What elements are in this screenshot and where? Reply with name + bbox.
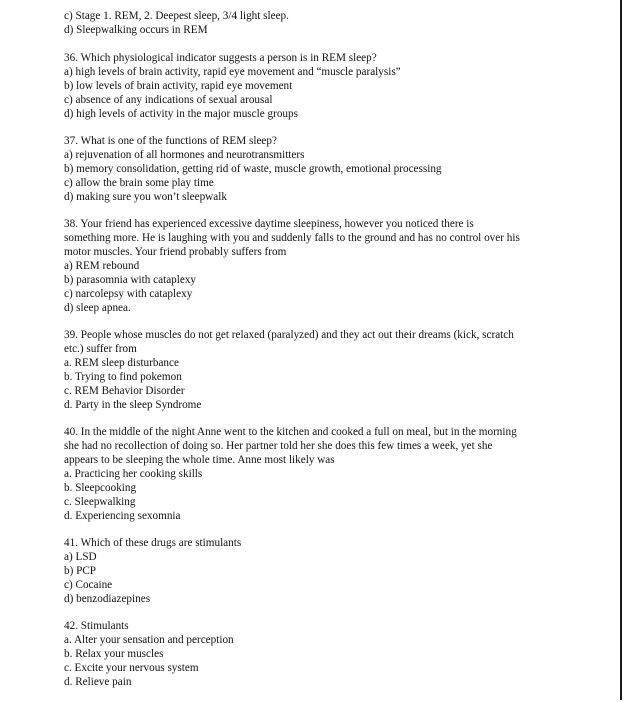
page-edge-rule [620, 0, 622, 700]
option-b: b) low levels of brain activity, rapid eye movement [64, 80, 293, 92]
option-c: c) absence of any indications of sexual arousal [64, 94, 273, 106]
option-d: d. Party in the sleep Syndrome [64, 399, 202, 411]
option-c: c. Excite your nervous system [64, 662, 199, 674]
question-stem: 36. Which physiological indicator suggests a person is in REM sleep? [64, 52, 377, 64]
option-c: c) Cocaine [64, 579, 113, 591]
question-stem-line: something more. He is laughing with you and suddenly falls to the ground and has no control over his [64, 232, 520, 244]
question-stem-line: 40. In the middle of the night Anne went to the kitchen and cooked a full on meal, but in the morning [64, 426, 517, 438]
question-37 [64, 134, 564, 204]
option-b: b) parasomnia with cataplexy [64, 274, 197, 286]
question-41 [64, 536, 564, 606]
question-stem-line: she had no recollection of doing so. Her partner told her she does this few times a week, yet she [64, 440, 493, 452]
option-a: a) rejuvenation of all hormones and neurotransmitters [64, 149, 305, 161]
option-a: a. Alter your sensation and perception [64, 634, 234, 646]
option-a: a. Practicing her cooking skills [64, 468, 203, 480]
option-a: a) LSD [64, 551, 97, 563]
option-b: b) PCP [64, 565, 97, 577]
option-c: c. REM Behavior Disorder [64, 385, 185, 397]
question-stem-line: motor muscles. Your friend probably suffers from [64, 246, 287, 258]
option-a: a) REM rebound [64, 260, 140, 272]
question-stem: 37. What is one of the functions of REM sleep? [64, 135, 277, 147]
option-c: c) narcolepsy with cataplexy [64, 288, 193, 300]
question-stem: 41. Which of these drugs are stimulants [64, 537, 242, 549]
question-stem-line: etc.) suffer from [64, 343, 137, 355]
question-38 [64, 217, 564, 315]
option-d: d) making sure you won’t sleepwalk [64, 191, 227, 203]
previous-question-options [64, 9, 564, 37]
option-b: b) memory consolidation, getting rid of waste, muscle growth, emotional processing [64, 163, 442, 175]
option-d: d. Relieve pain [64, 676, 132, 688]
option-b: b. Sleepcooking [64, 482, 137, 494]
question-39 [64, 328, 564, 412]
question-36 [64, 51, 564, 121]
option-d: d) sleep apnea. [64, 302, 131, 314]
question-stem: 42. Stimulants [64, 620, 129, 632]
option-d: d) Sleepwalking occurs in REM [64, 24, 208, 36]
option-c: c. Sleepwalking [64, 496, 136, 508]
option-d: d. Experiencing sexomnia [64, 510, 181, 522]
option-b: b. Relax your muscles [64, 648, 164, 660]
option-a: a. REM sleep disturbance [64, 357, 179, 369]
option-c: c) allow the brain some play time [64, 177, 214, 189]
option-d: d) benzodiazepines [64, 593, 151, 605]
question-42 [64, 619, 564, 689]
option-a: a) high levels of brain activity, rapid eye movement and “muscle paralysis” [64, 66, 401, 78]
question-stem-line: 38. Your friend has experienced excessive daytime sleepiness, however you noticed there is [64, 218, 474, 230]
question-40 [64, 425, 564, 523]
question-stem-line: 39. People whose muscles do not get relaxed (paralyzed) and they act out their dreams (kick, scratch [64, 329, 514, 341]
option-d: d) high levels of activity in the major muscle groups [64, 108, 298, 120]
worksheet-page [64, 9, 564, 702]
option-b: b. Trying to find pokemon [64, 371, 182, 383]
option-c: c) Stage 1. REM, 2. Deepest sleep, 3/4 light sleep. [64, 10, 289, 22]
question-stem-line: appears to be sleeping the whole time. Anne most likely was [64, 454, 335, 466]
